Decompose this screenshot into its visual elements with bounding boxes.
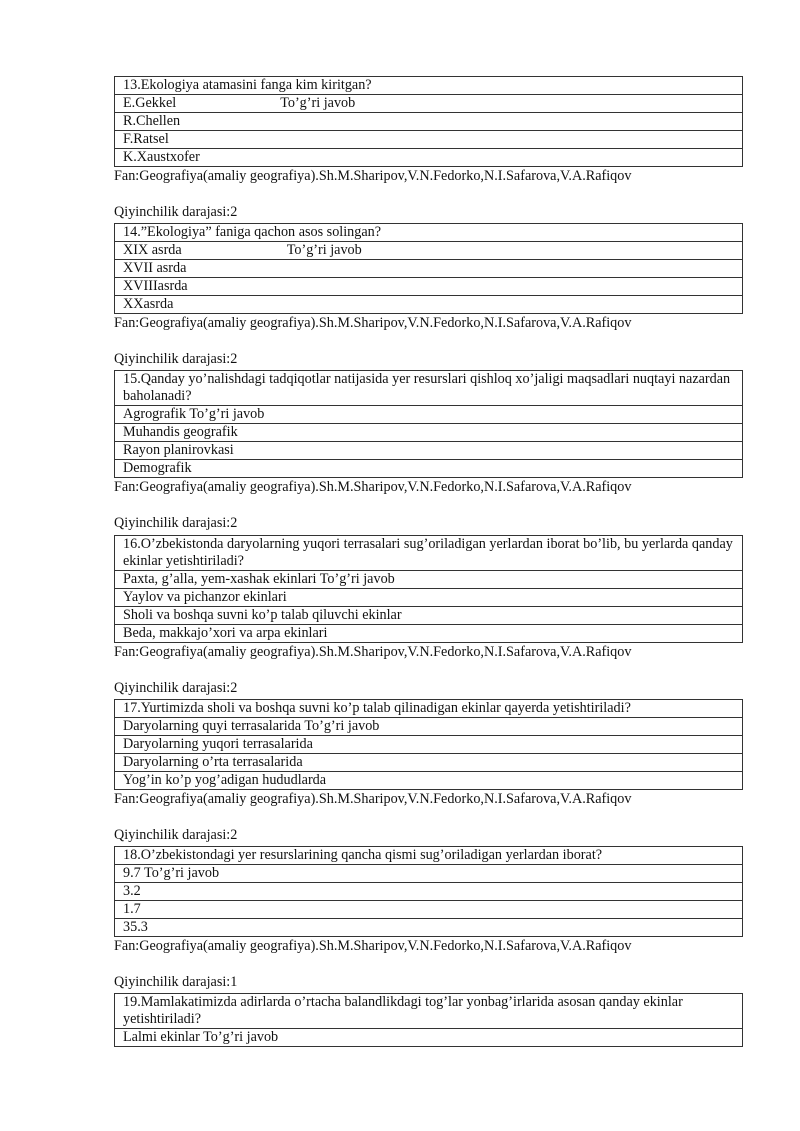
answer-option: Daryolarning yuqori terrasalarida	[115, 736, 743, 754]
answer-option: 1.7	[115, 901, 743, 919]
answer-option: 3.2	[115, 883, 743, 901]
difficulty-level: Qiyinchilik darajasi:2	[114, 827, 238, 843]
answer-option: Yog’in ko’p yog’adigan hududlarda	[115, 772, 743, 790]
question-text: 14.”Ekologiya” faniga qachon asos solingan?	[115, 224, 743, 242]
question-text: 13.Ekologiya atamasini fanga kim kiritgan?	[115, 77, 743, 95]
question-table	[114, 993, 743, 1047]
answer-option: Yaylov va pichanzor ekinlari	[115, 589, 743, 607]
answer-option: XVII asrda	[115, 260, 743, 278]
answer-option: XXasrda	[115, 296, 743, 314]
source-line: Fan:Geografiya(amaliy geografiya).Sh.M.Sharipov,V.N.Fedorko,N.I.Safarova,V.A.Rafiqov	[114, 791, 632, 807]
answer-option: Muhandis geografik	[115, 424, 743, 442]
answer-option: F.Ratsel	[115, 131, 743, 149]
question-text: 15.Qanday yo’nalishdagi tadqiqotlar natijasida yer resurslari qishloq xo’jaligi maqsadlari nuqtayi nazardan baholanadi?	[115, 371, 743, 406]
source-line: Fan:Geografiya(amaliy geografiya).Sh.M.Sharipov,V.N.Fedorko,N.I.Safarova,V.A.Rafiqov	[114, 315, 632, 331]
answer-option: Rayon planirovkasi	[115, 442, 743, 460]
correct-answer-mark: To’g’ri javob	[280, 95, 356, 111]
question-text: 18.O’zbekistondagi yer resurslarining qancha qismi sug’oriladigan yerlardan iborat?	[115, 847, 743, 865]
question-table	[114, 699, 743, 790]
answer-option: XIX asrda To’g’ri javob	[115, 242, 743, 260]
question-block-19	[114, 993, 743, 1047]
difficulty-level: Qiyinchilik darajasi:2	[114, 204, 238, 220]
answer-option: XVIIIasrda	[115, 278, 743, 296]
question-block-16	[114, 535, 743, 697]
answer-option: K.Xaustxofer	[115, 149, 743, 167]
source-line: Fan:Geografiya(amaliy geografiya).Sh.M.Sharipov,V.N.Fedorko,N.I.Safarova,V.A.Rafiqov	[114, 644, 632, 660]
answer-option: Paxta, g’alla, yem-xashak ekinlari To’g’ri javob	[115, 571, 743, 589]
difficulty-level: Qiyinchilik darajasi:1	[114, 974, 238, 990]
answer-option: 9.7 To’g’ri javob	[115, 865, 743, 883]
question-text: 16.O’zbekistonda daryolarning yuqori terrasalari sug’oriladigan yerlardan iborat bo’lib, bu yerlarda qanday ekinlar yetishtiriladi?	[115, 536, 743, 571]
question-block-15	[114, 370, 743, 532]
question-text: 19.Mamlakatimizda adirlarda o’rtacha balandlikdagi tog’lar yonbag’irlarida asosan qanday ekinlar yetishtiriladi?	[115, 994, 743, 1029]
source-line: Fan:Geografiya(amaliy geografiya).Sh.M.Sharipov,V.N.Fedorko,N.I.Safarova,V.A.Rafiqov	[114, 479, 632, 495]
answer-option: R.Chellen	[115, 113, 743, 131]
question-table	[114, 370, 743, 478]
answer-option: Beda, makkajo’xori va arpa ekinlari	[115, 625, 743, 643]
difficulty-level: Qiyinchilik darajasi:2	[114, 515, 238, 531]
question-block-13	[114, 76, 743, 221]
source-line: Fan:Geografiya(amaliy geografiya).Sh.M.Sharipov,V.N.Fedorko,N.I.Safarova,V.A.Rafiqov	[114, 168, 632, 184]
answer-option: 35.3	[115, 919, 743, 937]
source-line: Fan:Geografiya(amaliy geografiya).Sh.M.Sharipov,V.N.Fedorko,N.I.Safarova,V.A.Rafiqov	[114, 938, 632, 954]
correct-answer-mark: To’g’ri javob	[286, 242, 362, 258]
answer-option: Demografik	[115, 460, 743, 478]
question-table	[114, 76, 743, 167]
answer-option: Sholi va boshqa suvni ko’p talab qiluvchi ekinlar	[115, 607, 743, 625]
question-block-17	[114, 699, 743, 844]
question-table	[114, 846, 743, 937]
answer-option: E.Gekkel To’g’ri javob	[115, 95, 743, 113]
answer-option: Daryolarning quyi terrasalarida To’g’ri javob	[115, 718, 743, 736]
question-block-14	[114, 223, 743, 368]
answer-option: Daryolarning o’rta terrasalarida	[115, 754, 743, 772]
answer-option: Lalmi ekinlar To’g’ri javob	[115, 1029, 743, 1047]
question-block-18	[114, 846, 743, 991]
difficulty-level: Qiyinchilik darajasi:2	[114, 680, 238, 696]
question-table	[114, 223, 743, 314]
answer-option: Agrografik To’g’ri javob	[115, 406, 743, 424]
question-text: 17.Yurtimizda sholi va boshqa suvni ko’p talab qilinadigan ekinlar qayerda yetishtiriladi?	[115, 700, 743, 718]
question-table	[114, 535, 743, 643]
difficulty-level: Qiyinchilik darajasi:2	[114, 351, 238, 367]
